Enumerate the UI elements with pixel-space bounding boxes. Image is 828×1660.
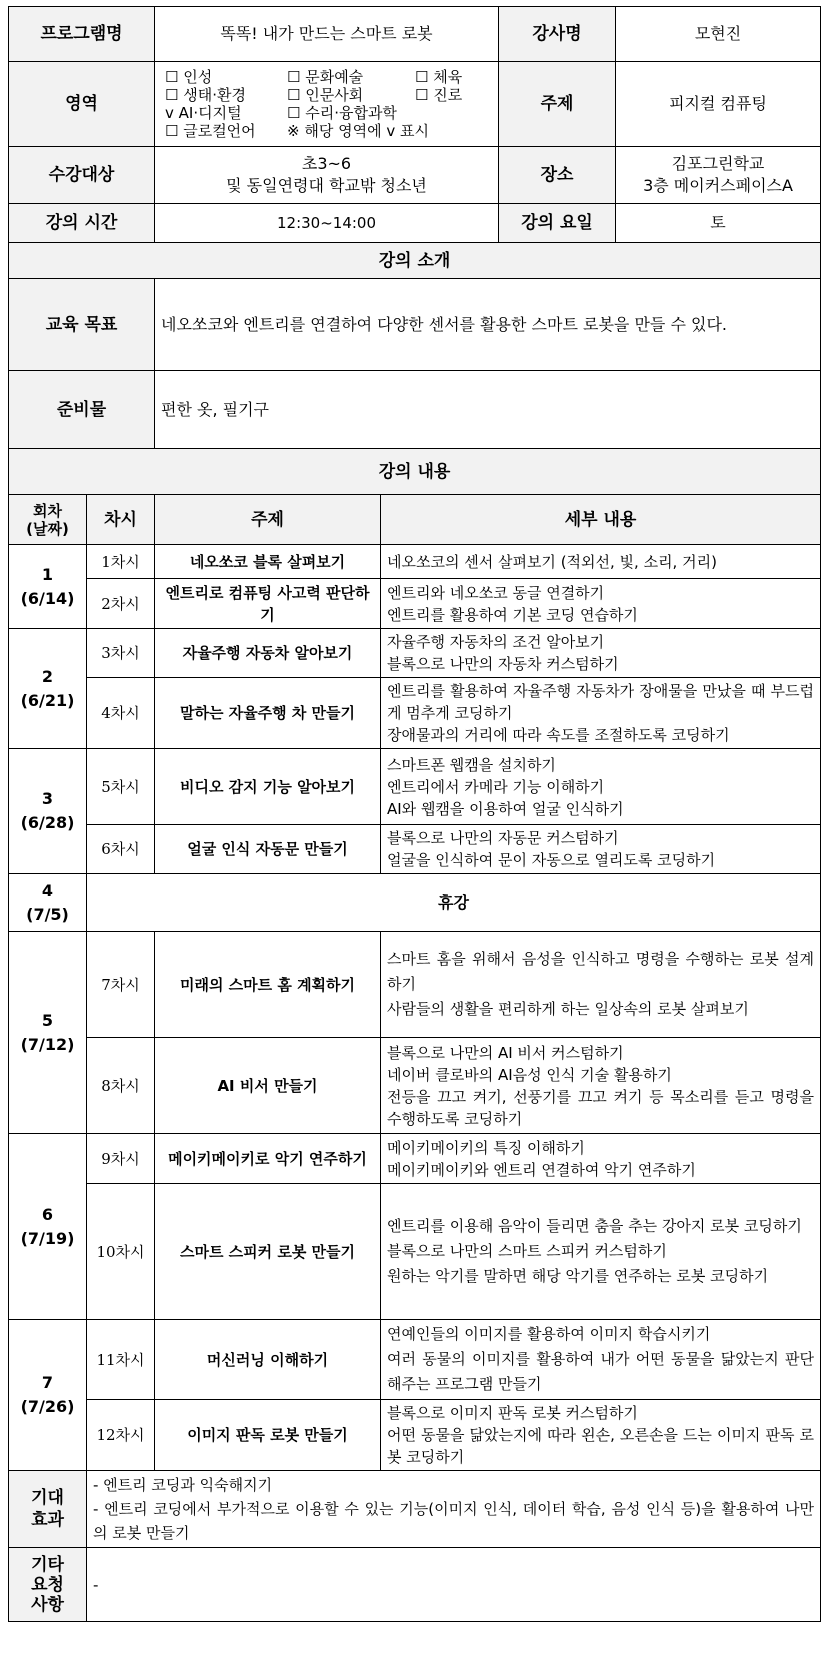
session-label: 8차시	[87, 1038, 155, 1134]
instructor-cell	[499, 7, 821, 62]
day-cell	[499, 204, 821, 243]
target-label: 수강대상	[9, 147, 155, 204]
area-option-ai: v AI·디지털	[165, 104, 242, 122]
effect-label: 기대 효과	[9, 1471, 87, 1548]
area-label: 영역	[9, 62, 155, 147]
session-topic: 미래의 스마트 홈 계획하기	[155, 932, 381, 1038]
session-details: 블록으로 나만의 자동문 커스텀하기 얼굴을 인식하여 문이 자동으로 열리도록 코딩하기	[381, 825, 821, 874]
session-label: 9차시	[87, 1134, 155, 1184]
session-topic: 이미지 판독 로봇 만들기	[155, 1400, 381, 1471]
col-detail-header: 세부 내용	[381, 495, 821, 545]
area-option-pe: ☐ 체육	[415, 68, 463, 86]
session-topic: 메이키메이키로 악기 연주하기	[155, 1134, 381, 1184]
table-row	[9, 1134, 821, 1184]
prep-value: 편한 옷, 필기구	[155, 371, 821, 449]
program-value: 똑똑! 내가 만드는 스마트 로봇	[155, 7, 499, 62]
session-topic: 비디오 감지 기능 알아보기	[155, 749, 381, 825]
instructor-label: 강사명	[499, 7, 616, 61]
session-label: 6차시	[87, 825, 155, 874]
day-value: 토	[710, 213, 726, 232]
prep-label: 준비물	[9, 371, 155, 449]
session-topic: 자율주행 자동차 알아보기	[155, 629, 381, 678]
holiday-cell: 휴강	[87, 874, 821, 932]
effect-value: - 엔트리 코딩과 익숙해지기 - 엔트리 코딩에서 부가적으로 이용할 수 있는 기능(이미지 인식, 데이터 학습, 음성 인식 등)을 활용하여 나만의 로봇 만들기	[87, 1471, 821, 1548]
lecture-plan-table	[8, 6, 821, 1622]
table-row	[9, 749, 821, 825]
target-value-line2: 및 동일연령대 학교밖 청소년	[226, 176, 427, 195]
table-row	[9, 579, 821, 629]
round-cell: 3 (6/28)	[9, 749, 87, 874]
session-details: 블록으로 나만의 AI 비서 커스텀하기 네이버 클로바의 AI음성 인식 기술 활용하기 전등을 끄고 켜기, 선풍기를 끄고 켜기 등 목소리를 듣고 명령을 수행하도록 코딩하기	[381, 1038, 821, 1134]
table-row	[9, 1038, 821, 1134]
area-option-culture: ☐ 문화예술	[287, 68, 364, 86]
area-note: ※ 해당 영역에 v 표시	[287, 122, 429, 140]
goal-value: 네오쏘코와 엔트리를 연결하여 다양한 센서를 활용한 스마트 로봇을 만들 수 있다.	[155, 279, 821, 371]
session-topic: 스마트 스피커 로봇 만들기	[155, 1184, 381, 1320]
round-cell: 2 (6/21)	[9, 629, 87, 749]
intro-title: 강의 소개	[9, 243, 821, 279]
topic-value: 피지컬 컴퓨팅	[669, 94, 767, 113]
table-row	[9, 678, 821, 749]
place-cell	[499, 147, 821, 204]
table-row	[9, 1320, 821, 1400]
session-details: 스마트폰 웹캠을 설치하기 엔트리에서 카메라 기능 이해하기 AI와 웹캠을 이용하여 얼굴 인식하기	[381, 749, 821, 825]
area-option-eco: ☐ 생태·환경	[165, 86, 246, 104]
session-details: 블록으로 이미지 판독 로봇 커스텀하기 어떤 동물을 닮았는지에 따라 왼손, 오른손을 드는 이미지 판독 로봇 코딩하기	[381, 1400, 821, 1471]
area-option-character: ☐ 인성	[165, 68, 213, 86]
place-label: 장소	[499, 147, 616, 203]
time-value: 12:30~14:00	[155, 204, 499, 243]
goal-label: 교육 목표	[9, 279, 155, 371]
instructor-value: 모현진	[694, 24, 742, 43]
etc-value: -	[87, 1548, 821, 1622]
session-label: 5차시	[87, 749, 155, 825]
session-details: 연예인들의 이미지를 활용하여 이미지 학습시키기 여러 동물의 이미지를 활용하여 내가 어떤 동물을 닮았는지 판단해주는 프로그램 만들기	[381, 1320, 821, 1400]
session-label: 12차시	[87, 1400, 155, 1471]
session-label: 7차시	[87, 932, 155, 1038]
table-row	[9, 874, 821, 932]
session-label: 3차시	[87, 629, 155, 678]
table-row	[9, 545, 821, 579]
session-details: 엔트리를 활용하여 자율주행 자동차가 장애물을 만났을 때 부드럽게 멈추게 코딩하기 장애물과의 거리에 따라 속도를 조절하도록 코딩하기	[381, 678, 821, 749]
session-details: 엔트리를 이용해 음악이 들리면 춤을 추는 강아지 로봇 코딩하기 블록으로 나만의 스마트 스피커 커스텀하기 원하는 악기를 말하면 해당 악기를 연주하는 로봇 코딩하기	[381, 1184, 821, 1320]
etc-label: 기타 요청 사항	[9, 1548, 87, 1622]
col-round-header: 회차 (날짜)	[9, 495, 87, 545]
round-cell: 1 (6/14)	[9, 545, 87, 629]
area-option-glocal: ☐ 글로컬언어	[165, 122, 256, 140]
session-label: 10차시	[87, 1184, 155, 1320]
round-cell: 4 (7/5)	[9, 874, 87, 932]
table-row	[9, 825, 821, 874]
session-details: 메이키메이키의 특징 이해하기 메이키메이키와 엔트리 연결하여 악기 연주하기	[381, 1134, 821, 1184]
area-option-humanities: ☐ 인문사회	[287, 86, 364, 104]
round-cell: 6 (7/19)	[9, 1134, 87, 1320]
program-label: 프로그램명	[9, 7, 155, 62]
area-option-career: ☐ 진로	[415, 86, 463, 104]
topic-cell	[499, 62, 821, 147]
topic-label: 주제	[499, 62, 616, 146]
session-details: 자율주행 자동차의 조건 알아보기 블록으로 나만의 자동차 커스텀하기	[381, 629, 821, 678]
session-label: 2차시	[87, 579, 155, 629]
session-details: 스마트 홈을 위해서 음성을 인식하고 명령을 수행하는 로봇 설계하기 사람들의 생활을 편리하게 하는 일상속의 로봇 살펴보기	[381, 932, 821, 1038]
round-cell: 5 (7/12)	[9, 932, 87, 1134]
session-topic: 얼굴 인식 자동문 만들기	[155, 825, 381, 874]
table-row	[9, 1400, 821, 1471]
place-value-line1: 김포그린학교	[671, 154, 765, 173]
session-topic: 머신러닝 이해하기	[155, 1320, 381, 1400]
session-label: 1차시	[87, 545, 155, 579]
area-option-science: ☐ 수리·융합과학	[287, 104, 397, 122]
session-label: 4차시	[87, 678, 155, 749]
session-topic: 엔트리로 컴퓨팅 사고력 판단하기	[155, 579, 381, 629]
col-session-header: 차시	[87, 495, 155, 545]
place-value	[616, 147, 820, 203]
session-details: 엔트리와 네오쏘코 동글 연결하기 엔트리를 활용하여 기본 코딩 연습하기	[381, 579, 821, 629]
table-row	[9, 932, 821, 1038]
day-label: 강의 요일	[499, 204, 616, 242]
session-details: 네오쏘코의 센서 살펴보기 (적외선, 빛, 소리, 거리)	[381, 545, 821, 579]
table-row	[9, 1184, 821, 1320]
content-title: 강의 내용	[9, 449, 821, 495]
target-value	[155, 147, 499, 204]
time-label: 강의 시간	[9, 204, 155, 243]
area-options	[155, 62, 499, 147]
round-cell: 7 (7/26)	[9, 1320, 87, 1471]
session-topic: 말하는 자율주행 차 만들기	[155, 678, 381, 749]
session-label: 11차시	[87, 1320, 155, 1400]
table-row	[9, 629, 821, 678]
col-topic-header: 주제	[155, 495, 381, 545]
target-value-line1: 초3~6	[301, 154, 352, 173]
session-topic: 네오쏘코 블록 살펴보기	[155, 545, 381, 579]
place-value-line2: 3층 메이커스페이스A	[643, 176, 793, 195]
session-topic: AI 비서 만들기	[155, 1038, 381, 1134]
